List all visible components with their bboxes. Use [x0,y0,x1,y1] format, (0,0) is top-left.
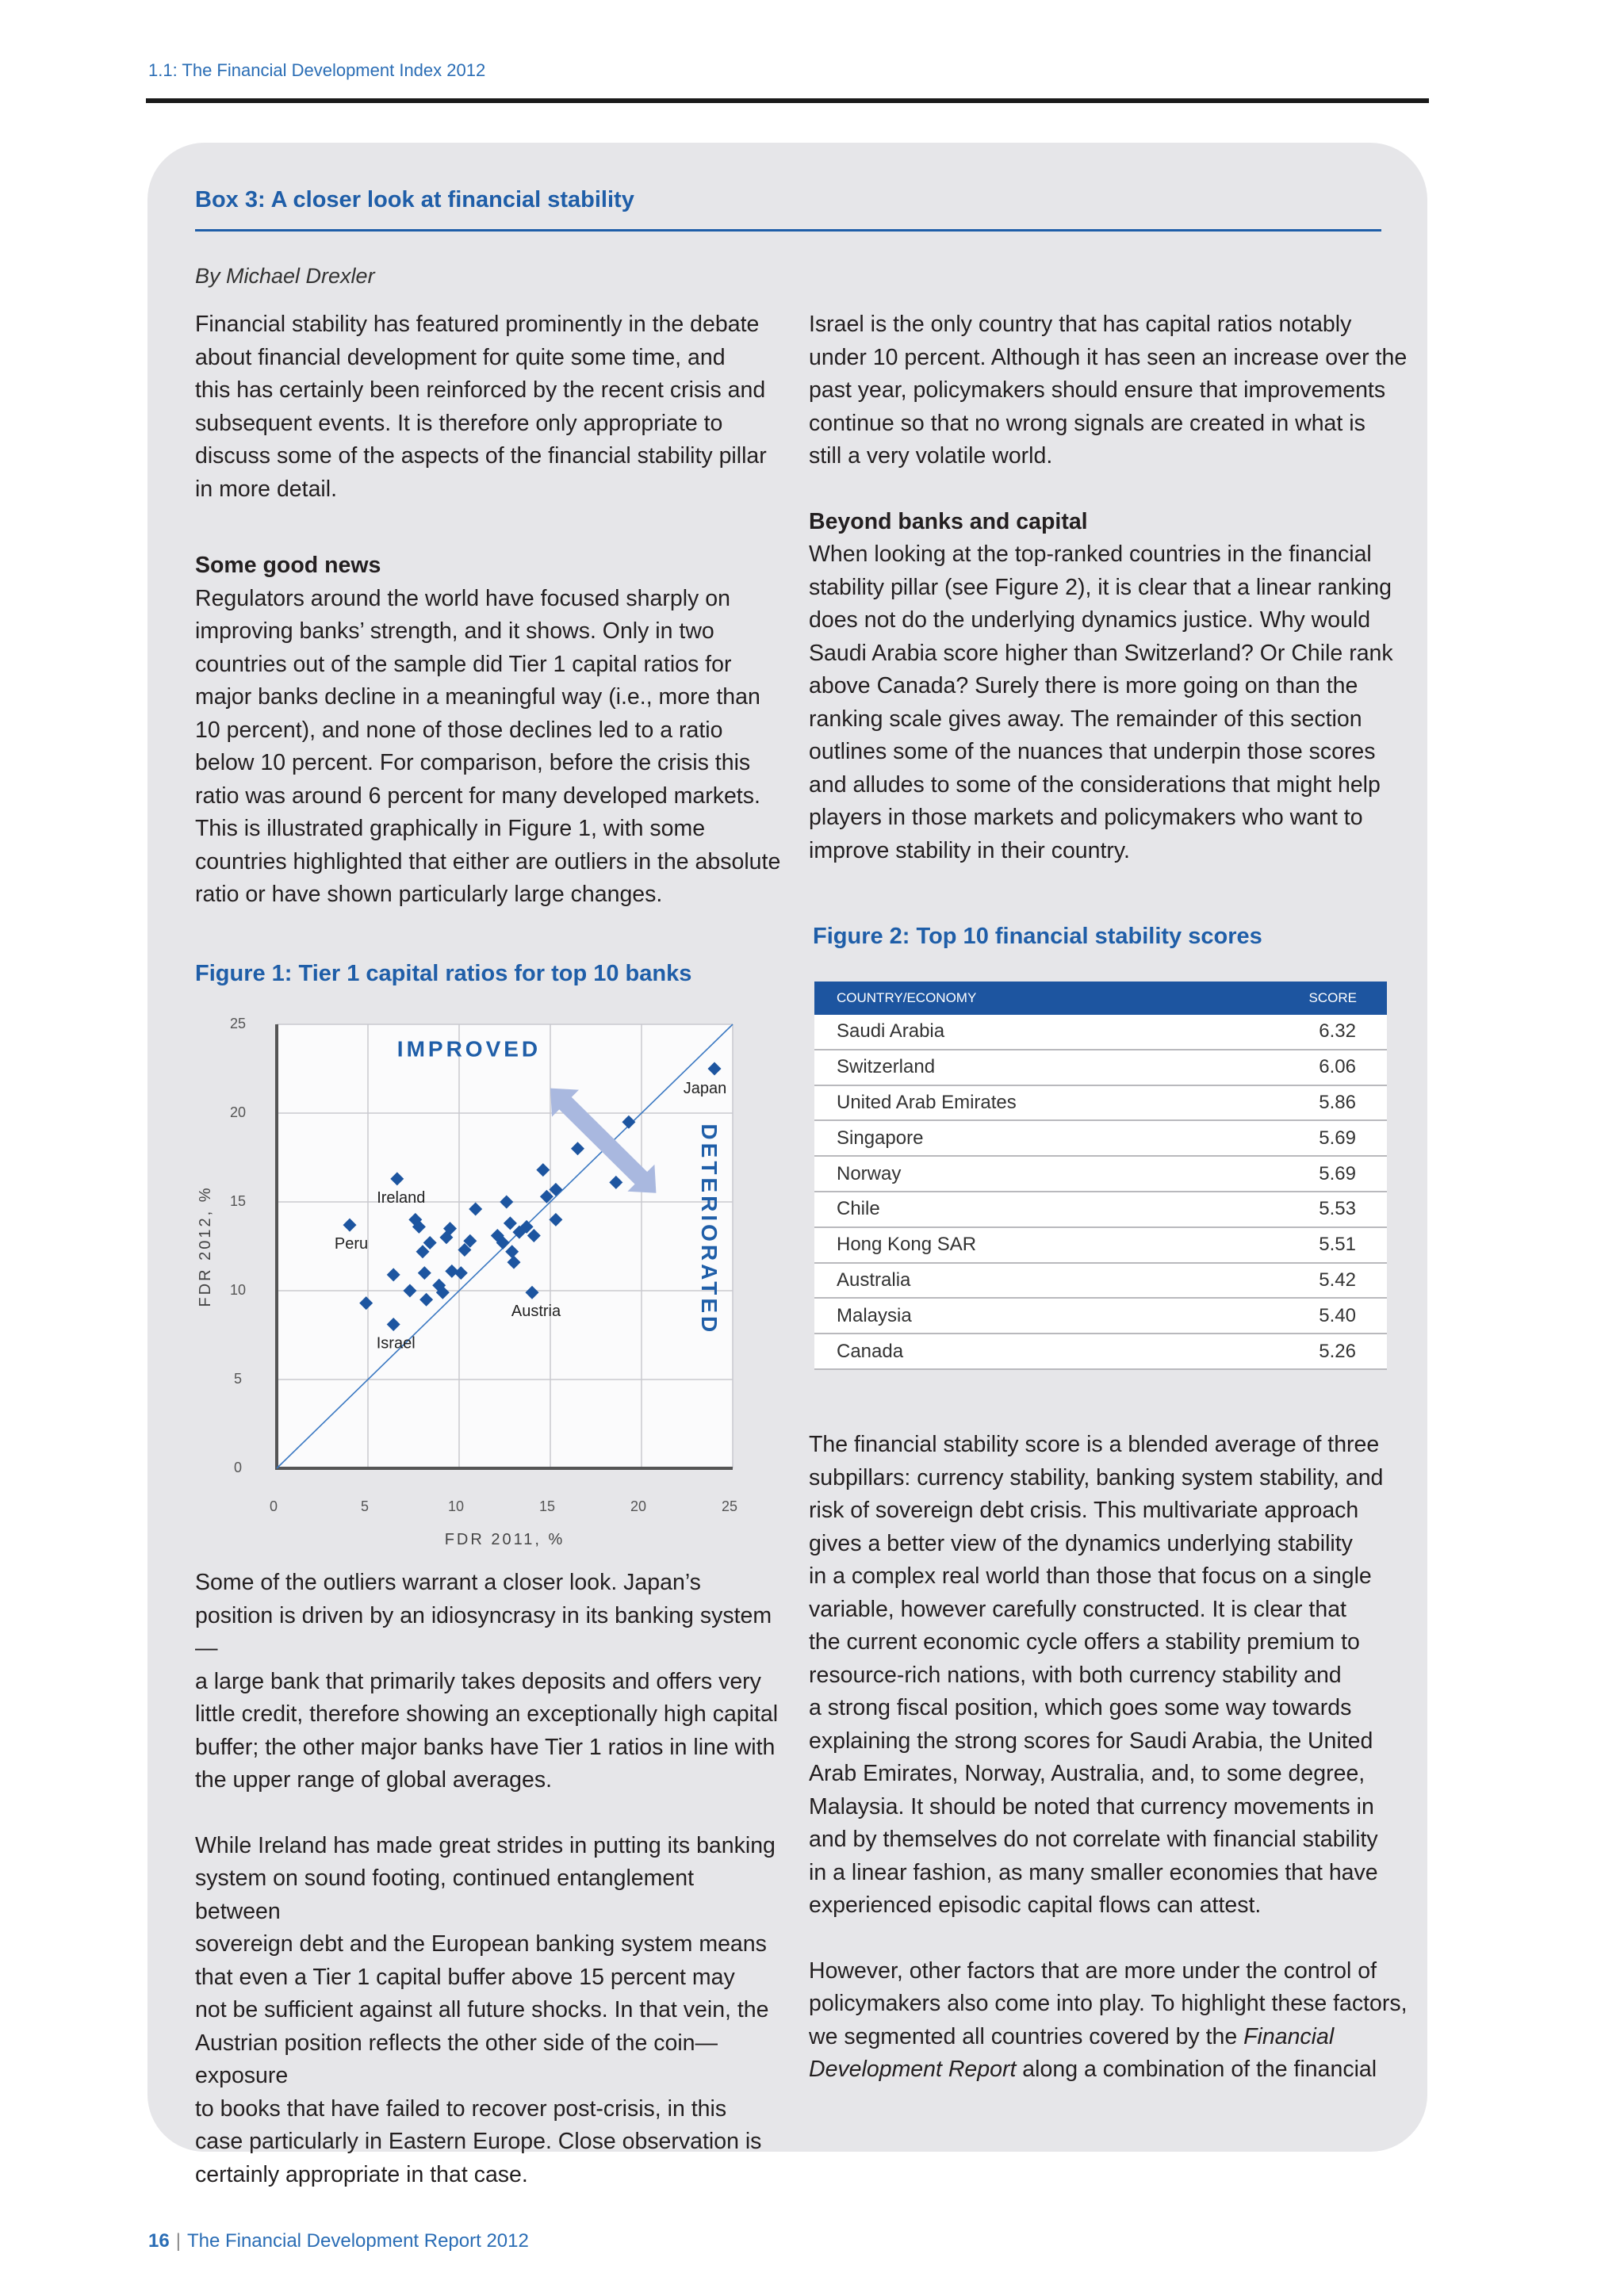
score-cell: 5.40 [1319,1304,1356,1326]
table-row [814,1015,1387,1050]
score-cell: 6.32 [1319,1020,1356,1043]
section-heading: Beyond banks and capital [809,508,1088,534]
byline: By Michael Drexler [195,264,375,288]
right-column-top [809,308,1411,867]
top-rule [146,98,1429,103]
x-tick-label: 20 [630,1498,647,1514]
table-row [814,1192,1387,1228]
paragraph: Financial stability has featured prominently in the debate about financial development for quite some time, and this has certainly been reinforced by the recent crisis and subsequent events. It is therefore only appropriate to discuss some of the aspects of the financial stability pillar in more detail. [195,312,767,502]
score-cell: 6.06 [1319,1056,1356,1078]
country-cell: Singapore [837,1127,924,1149]
table-row [814,1086,1387,1122]
country-cell: Canada [837,1340,904,1362]
y-axis-label: FDR 2012, % [197,1185,214,1307]
page-number: 16 [148,2230,170,2252]
figure1-title: Figure 1: Tier 1 capital ratios for top 10 banks [195,961,692,986]
x-tick-label: 5 [360,1498,370,1514]
score-cell: 5.42 [1319,1269,1356,1291]
point-label: Peru [334,1235,369,1253]
table-row [814,1334,1387,1370]
improved-annotation: IMPROVED [396,1036,542,1062]
country-cell: Chile [837,1198,880,1220]
point-label: Japan [683,1080,727,1097]
paragraph: Israel is the only country that has capital ratios notably under 10 percent. Although it has seen an increase over the past year, policymakers should ensure that improvements continue so that no wrong signals are created in what is still a very volatile world. [809,312,1408,469]
table-row [814,1228,1387,1264]
paragraph: While Ireland has made great strides in putting its banking system on sound footing, continued entanglement between sovereign debt and the European banking system means that even a Tier 1 capital buffer above 15 percent may not be sufficient against all future shocks. In that vein, the Austrian position reflects the other side of the coin—exposure to books that have failed to recover post-crisis, in this case particularly in Eastern Europe. Close observation is certainly appropriate in that case. [195,1832,776,2187]
y-tick-label: 10 [229,1282,247,1298]
paragraph: Some of the outliers warrant a closer look. Japan’s position is driven by an idiosyncrasy in its banking system— a large bank that primarily takes deposits and offers very little credit, therefore showing an exceptionally high capital buffer; the other major banks have Tier 1 ratios in line with the upper range of global averages. [195,1570,779,1793]
score-cell: 5.53 [1319,1198,1356,1220]
country-cell: Australia [837,1269,911,1291]
x-tick-label: 0 [269,1498,278,1514]
y-tick-labels [230,1016,246,1475]
y-tick-label: 5 [233,1371,243,1387]
x-tick-label: 25 [721,1498,738,1514]
score-column-header: SCORE [1308,990,1357,1005]
country-cell: Hong Kong SAR [837,1234,977,1256]
country-cell: Norway [837,1162,902,1184]
y-tick-label: 15 [229,1193,247,1209]
country-cell: United Arab Emirates [837,1091,1017,1113]
paragraph: However, other factors that are more under the control of policymakers also come into play. To highlight these factors, we segmented all countries covered by the Financial Development Report along a combination of the financial [809,1957,1408,2082]
page-footer [148,2230,529,2252]
country-cell: Malaysia [837,1304,912,1326]
table-row [814,1299,1387,1334]
y-tick-label: 25 [229,1016,247,1031]
score-cell: 5.69 [1319,1162,1356,1184]
footer-title: The Financial Development Report 2012 [186,2230,529,2252]
paragraph: Regulators around the world have focused sharply on improving banks’ strength, and it shows. Only in two countries out of the sample did Tier 1 capital ratios for major banks decline in a meaningful way (i.e., more than 10 percent), and none of those declines led to a ratio below 10 percent. For comparison, before the crisis this ratio was around 6 percent for many developed markets. This is illustrated graphically in Figure 1, with some countries highlighted that either are outliers in the absolute ratio or have shown particularly large changes. [195,585,781,907]
y-tick-label: 20 [229,1104,247,1120]
stability-scores-table [814,982,1387,1370]
score-cell: 5.69 [1319,1127,1356,1149]
right-column-bottom [809,1429,1411,2087]
x-tick-label: 10 [447,1498,465,1514]
box-title-rule [195,229,1381,232]
left-column-bottom [195,1567,782,2191]
point-label: Israel [376,1334,416,1353]
paragraph: When looking at the top-ranked countries in the financial stability pillar (see Figure 2), it is clear that a linear ranking does not do the underlying dynamics justice. Why would Saudi Arabia score higher than Switzerland? Or Chile rank above Canada? Surely there is more going on than the ranking scale gives away. The remainder of this section outlines some of the nuances that underpin those scores and alludes to some of the considerations that might help players in those markets and policymakers who want to improve stability in their country. [809,541,1393,863]
point-label: Ireland [377,1188,426,1207]
country-cell: Switzerland [837,1056,936,1078]
paragraph: The financial stability score is a blended average of three subpillars: currency stability, banking system stability, and risk of sovereign debt crisis. This multivariate approach gives a better view of the dynamics underlying stability in a complex real world than those that focus on a single variable, however carefully constructed. It is clear that the current economic cycle offers a stability premium to resource-rich nations, with both currency stability and a strong fiscal position, which goes some way towards explaining the strong scores for Saudi Arabia, the United Arab Emirates, Norway, Australia, and, to some degree, Malaysia. It should be noted that currency movements in and by themselves do not correlate with financial stability in a linear fashion, as many smaller economies that have experienced episodic capital flows can attest. [809,1432,1384,1918]
table-row [814,1264,1387,1299]
table-row [814,1157,1387,1192]
table-row [814,1050,1387,1086]
x-axis-label: FDR 2011, % [444,1531,565,1548]
table-header [814,982,1387,1015]
figure2-title: Figure 2: Top 10 financial stability scores [813,924,1262,949]
footer-separator: | [175,2230,181,2252]
country-cell: Saudi Arabia [837,1020,945,1043]
point-label: Austria [511,1303,561,1321]
x-tick-labels [270,1498,737,1514]
x-tick-label: 15 [538,1498,556,1514]
score-cell: 5.26 [1319,1340,1356,1362]
left-column-top [195,308,782,912]
country-column-header: COUNTRY/ECONOMY [837,990,977,1005]
figure1-chart [187,1007,742,1594]
running-head: 1.1: The Financial Development Index 2012 [148,60,486,80]
score-cell: 5.86 [1319,1091,1356,1113]
deteriorated-annotation: DETERIORATED [696,1123,722,1336]
section-heading: Some good news [195,553,381,578]
score-cell: 5.51 [1319,1234,1356,1256]
y-tick-label: 0 [233,1460,243,1475]
table-row [814,1121,1387,1157]
box-title: Box 3: A closer look at financial stability [195,187,634,212]
